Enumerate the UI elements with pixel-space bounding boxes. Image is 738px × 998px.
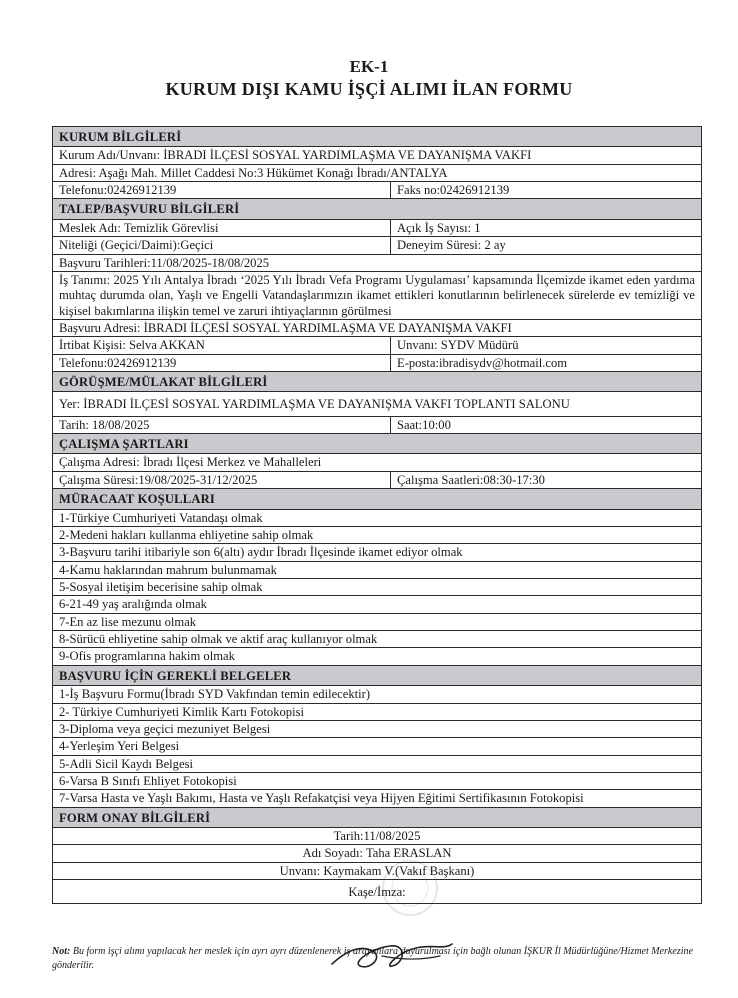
irtibat-unvani: Unvanı: SYDV Müdürü xyxy=(397,338,519,353)
section-muracaat: MÜRACAAT KOŞULLARI xyxy=(53,489,701,509)
belge-item: 2- Türkiye Cumhuriyeti Kimlik Kartı Fotokopisi xyxy=(59,704,304,719)
kurum-telefon: Telefonu:02426912139 xyxy=(53,182,391,198)
irtibat-kisisi: İrtibat Kişisi: Selva AKKAN xyxy=(53,337,391,353)
kosul-item: 6-21-49 yaş aralığında olmak xyxy=(59,597,207,612)
footnote-label: Not: xyxy=(52,946,71,957)
section-talep: TALEP/BAŞVURU BİLGİLERİ xyxy=(53,199,701,219)
irtibat-eposta: E-posta:ibradisydv@hotmail.com xyxy=(397,355,568,370)
section-onay: FORM ONAY BİLGİLERİ xyxy=(53,808,701,828)
basvuru-adresi: Başvuru Adresi: İBRADI İLÇESİ SOSYAL YARDIMLAŞMA VE DAYANIŞMA VAKFI xyxy=(59,320,512,335)
kosul-item: 3-Başvuru tarihi itibariyle son 6(altı) aydır İbradı İlçesinde ikamet ediyor olmak xyxy=(59,545,463,560)
onay-kase-imza: Kaşe/İmza: xyxy=(348,885,406,900)
is-tanimi: İş Tanımı: 2025 Yılı Antalya İbradı ‘2025 Yılı İbradı Vefa Programı Uygulaması’ kapsamında İlçemizde ikamet eden yardıma muhtaç durumda olan, Yaşlı ve Engelli Vatandaşlarımızın ikamet ettikleri konutlarının belirlenecek sürelerde ev temizliği ve kişisel bakımlarına ilişkin temel ve zaruri ihtiyaçlarının görülmesi xyxy=(59,272,695,318)
kosul-item: 8-Sürücü ehliyetine sahip olmak ve aktif araç kullanıyor olmak xyxy=(59,632,378,647)
section-calisma: ÇALIŞMA ŞARTLARI xyxy=(53,434,701,454)
belge-item: 1-İş Başvuru Formu(İbradı SYD Vakfından temin edilecektir) xyxy=(59,687,371,702)
kosul-item: 5-Sosyal iletişim becerisine sahip olmak xyxy=(59,579,263,594)
form-code: EK-1 xyxy=(349,57,389,76)
calisma-suresi: Çalışma Süresi:19/08/2025-31/12/2025 xyxy=(53,472,391,488)
basvuru-tarihleri: Başvuru Tarihleri:11/08/2025-18/08/2025 xyxy=(59,255,270,270)
belge-item: 7-Varsa Hasta ve Yaşlı Bakımı, Hasta ve Yaşlı Refakatçisi veya Hijyen Eğitimi Sertifikasının Fotokopisi xyxy=(59,791,584,806)
section-gorusme: GÖRÜŞME/MÜLAKAT BİLGİLERİ xyxy=(53,372,701,392)
deneyim-suresi: Deneyim Süresi: 2 ay xyxy=(397,238,506,253)
kosul-item: 1-Türkiye Cumhuriyeti Vatandaşı olmak xyxy=(59,510,263,525)
kosul-item: 2-Medeni hakları kullanma ehliyetine sahip olmak xyxy=(59,527,314,542)
onay-tarih: Tarih:11/08/2025 xyxy=(333,829,421,844)
kosul-item: 7-En az lise mezunu olmak xyxy=(59,614,197,629)
belge-item: 3-Diploma veya geçici mezuniyet Belgesi xyxy=(59,721,271,736)
form-title: KURUM DIŞI KAMU İŞÇİ ALIMI İLAN FORMU xyxy=(165,79,573,99)
footnote xyxy=(52,945,702,972)
faint-stamp-seal xyxy=(380,858,440,918)
kurum-adi: Kurum Adı/Unvanı: İBRADI İLÇESİ SOSYAL YARDIMLAŞMA VE DAYANIŞMA VAKFI xyxy=(59,148,532,163)
gorusme-tarih: Tarih: 18/08/2025 xyxy=(53,417,391,433)
kurum-adres: Adresi: Aşağı Mah. Millet Caddesi No:3 Hükümet Konağı İbradı/ANTALYA xyxy=(59,165,448,180)
belge-item: 4-Yerleşim Yeri Belgesi xyxy=(59,739,180,754)
section-belgeler: BAŞVURU İÇİN GEREKLİ BELGELER xyxy=(53,666,701,686)
acik-is-sayisi: Açık İş Sayısı: 1 xyxy=(397,220,481,235)
kosul-item: 4-Kamu haklarından mahrum bulunmamak xyxy=(59,562,277,577)
form-table xyxy=(52,126,702,904)
gorusme-yer: Yer: İBRADI İLÇESİ SOSYAL YARDIMLAŞMA VE DAYANIŞMA VAKFI TOPLANTI SALONU xyxy=(59,397,570,412)
belge-item: 6-Varsa B Sınıfı Ehliyet Fotokopisi xyxy=(59,773,237,788)
niteligi: Niteliği (Geçici/Daimi):Geçici xyxy=(53,237,391,253)
calisma-saatleri: Çalışma Saatleri:08:30-17:30 xyxy=(397,472,545,487)
footnote-text: Bu form işçi alımı yapılacak her meslek için ayrı ayrı düzenlenerek iş arayanlara duyurulması için bağlı olunan İŞKUR İl Müdürlüğüne/Hizmet Merkezine gönderilir. xyxy=(52,946,693,971)
irtibat-telefon: Telefonu:02426912139 xyxy=(53,355,391,371)
belge-item: 5-Adli Sicil Kaydı Belgesi xyxy=(59,756,193,771)
onay-unvani: Unvanı: Kaymakam V.(Vakıf Başkanı) xyxy=(279,863,475,878)
gorusme-saat: Saat:10:00 xyxy=(397,417,451,432)
kosul-item: 9-Ofis programlarına hakim olmak xyxy=(59,649,235,664)
calisma-adresi: Çalışma Adresi: İbradı İlçesi Merkez ve Mahalleleri xyxy=(59,455,322,470)
meslek-adi: Meslek Adı: Temizlik Görevlisi xyxy=(53,220,391,236)
kurum-faks: Faks no:02426912139 xyxy=(397,183,510,198)
section-kurum: KURUM BİLGİLERİ xyxy=(53,127,701,147)
onay-adi-soyadi: Adı Soyadı: Taha ERASLAN xyxy=(302,846,452,861)
